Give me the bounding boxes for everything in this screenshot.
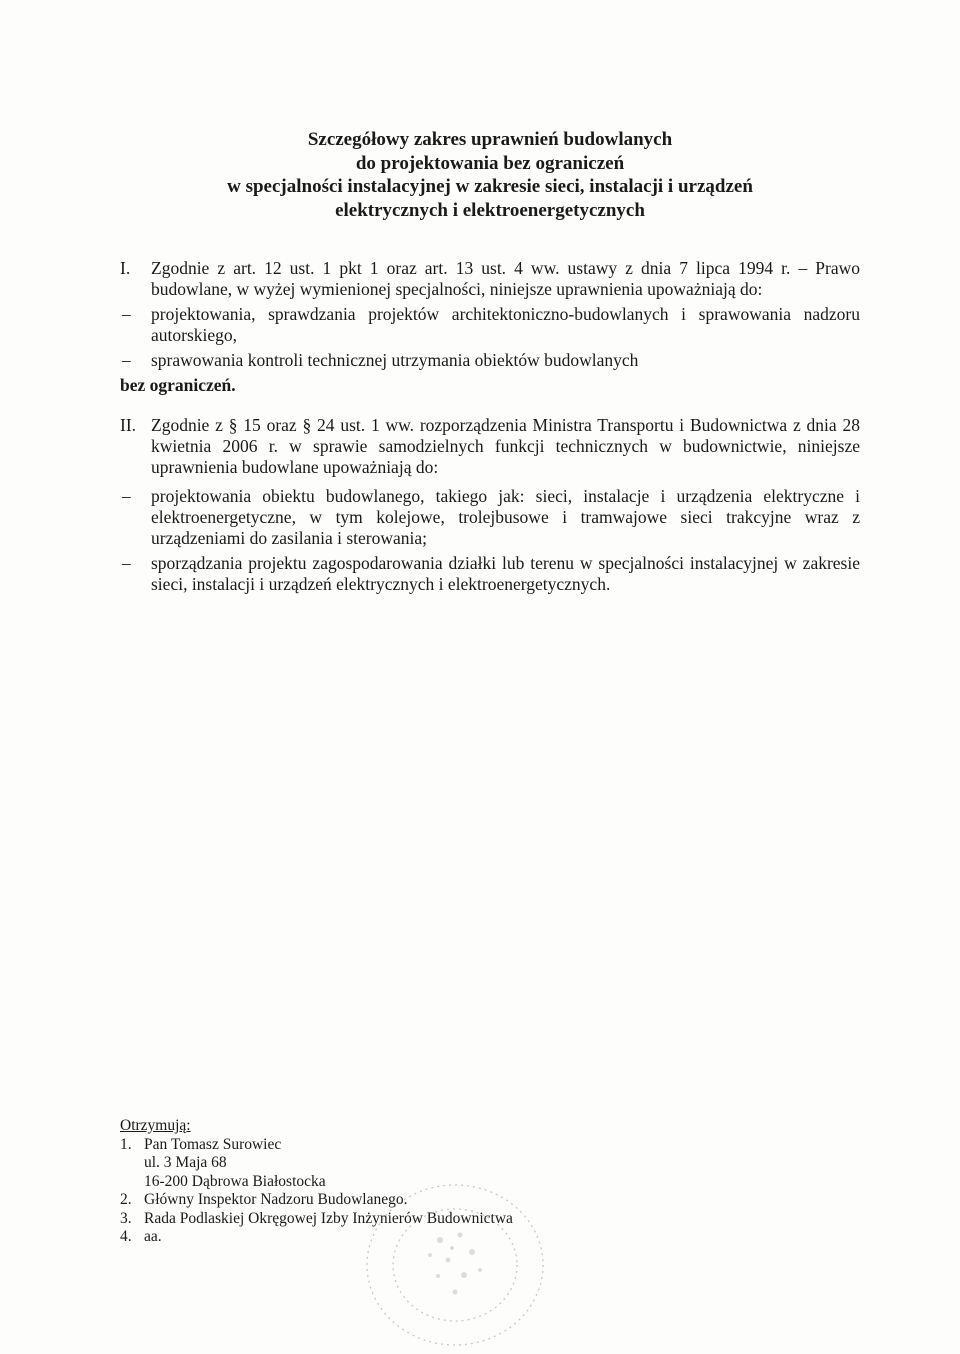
section-1-closing: bez ograniczeń. <box>120 375 236 395</box>
recipient-name: aa. <box>144 1228 162 1245</box>
section-1 <box>120 258 860 396</box>
section-2 <box>120 415 860 595</box>
recipient-3 <box>120 1210 620 1229</box>
recipients-block <box>120 1117 620 1247</box>
title-line-1: Szczegółowy zakres uprawnień budowlanych <box>307 129 673 150</box>
bullet-dash: – <box>122 486 131 506</box>
title-line-3: w specjalności instalacyjnej w zakresie sieci, instalacji i urządzeń <box>227 176 753 197</box>
recipient-1-street: ul. 3 Maja 68 <box>144 1154 227 1171</box>
section-1-number: I. <box>120 258 131 278</box>
recipient-1 <box>120 1136 620 1155</box>
recipients-header: Otrzymują: <box>120 1117 191 1134</box>
section-2-item-1-text: projektowania obiektu budowlanego, takiego jak: sieci, instalacje i urządzenia elektryczne i elektroenergetyczne, w tym kolejowe, trolejbusowe i tramwajowe sieci trakcyjne wraz z urządzeniami do zasilania i sterowania; <box>151 486 860 548</box>
title-line-4: elektrycznych i elektroenergetycznych <box>335 199 645 221</box>
section-1-item-2-text: sprawowania kontroli technicznej utrzymania obiektów budowlanych <box>151 350 639 370</box>
document-title <box>120 128 860 222</box>
section-2-number: II. <box>120 415 137 435</box>
recipient-number: 3. <box>120 1209 132 1227</box>
section-1-intro <box>120 258 860 300</box>
bullet-dash: – <box>122 304 131 324</box>
section-2-item-1 <box>120 486 860 549</box>
recipient-number: 2. <box>120 1191 132 1208</box>
section-1-item-2 <box>120 350 860 371</box>
recipient-name: Pan Tomasz Surowiec <box>144 1135 282 1153</box>
recipient-number: 1. <box>120 1135 132 1153</box>
section-1-intro-text: Zgodnie z art. 12 ust. 1 pkt 1 oraz art. 13 ust. 4 ww. ustawy z dnia 7 lipca 1994 r. – Prawo budowlane, w wyżej wymienionej specjalności, niniejsze uprawnienia upoważniają do: <box>151 258 860 299</box>
section-2-intro-text: Zgodnie z § 15 oraz § 24 ust. 1 ww. rozporządzenia Ministra Transportu i Budownictwa z dnia 28 kwietnia 2006 r. w sprawie samodzielnych funkcji technicznych w budownictwie, niniejsze uprawnienia budowlane upoważniają do: <box>151 415 860 477</box>
recipient-name: Rada Podlaskiej Okręgowej Izby Inżynierów Budownictwa <box>144 1209 513 1227</box>
section-2-intro <box>120 415 860 478</box>
recipient-2 <box>120 1191 620 1210</box>
recipient-name: Główny Inspektor Nadzoru Budowlanego. <box>144 1191 408 1208</box>
section-1-item-1-text: projektowania, sprawdzania projektów architektoniczno-budowlanych i sprawowania nadzoru autorskiego, <box>151 304 860 345</box>
recipient-1-city: 16-200 Dąbrowa Białostocka <box>144 1172 326 1190</box>
recipient-4 <box>120 1228 620 1247</box>
bullet-dash: – <box>122 350 131 370</box>
section-1-item-1 <box>120 304 860 346</box>
section-2-item-2-text: sporządzania projektu zagospodarowania działki lub terenu w specjalności instalacyjnej w zakresie sieci, instalacji i urządzeń elektrycznych i elektroenergetycznych. <box>151 553 860 594</box>
recipient-number: 4. <box>120 1228 132 1245</box>
section-2-item-2 <box>120 553 860 595</box>
title-line-2: do projektowania bez ograniczeń <box>355 152 625 174</box>
bullet-dash: – <box>122 553 131 573</box>
